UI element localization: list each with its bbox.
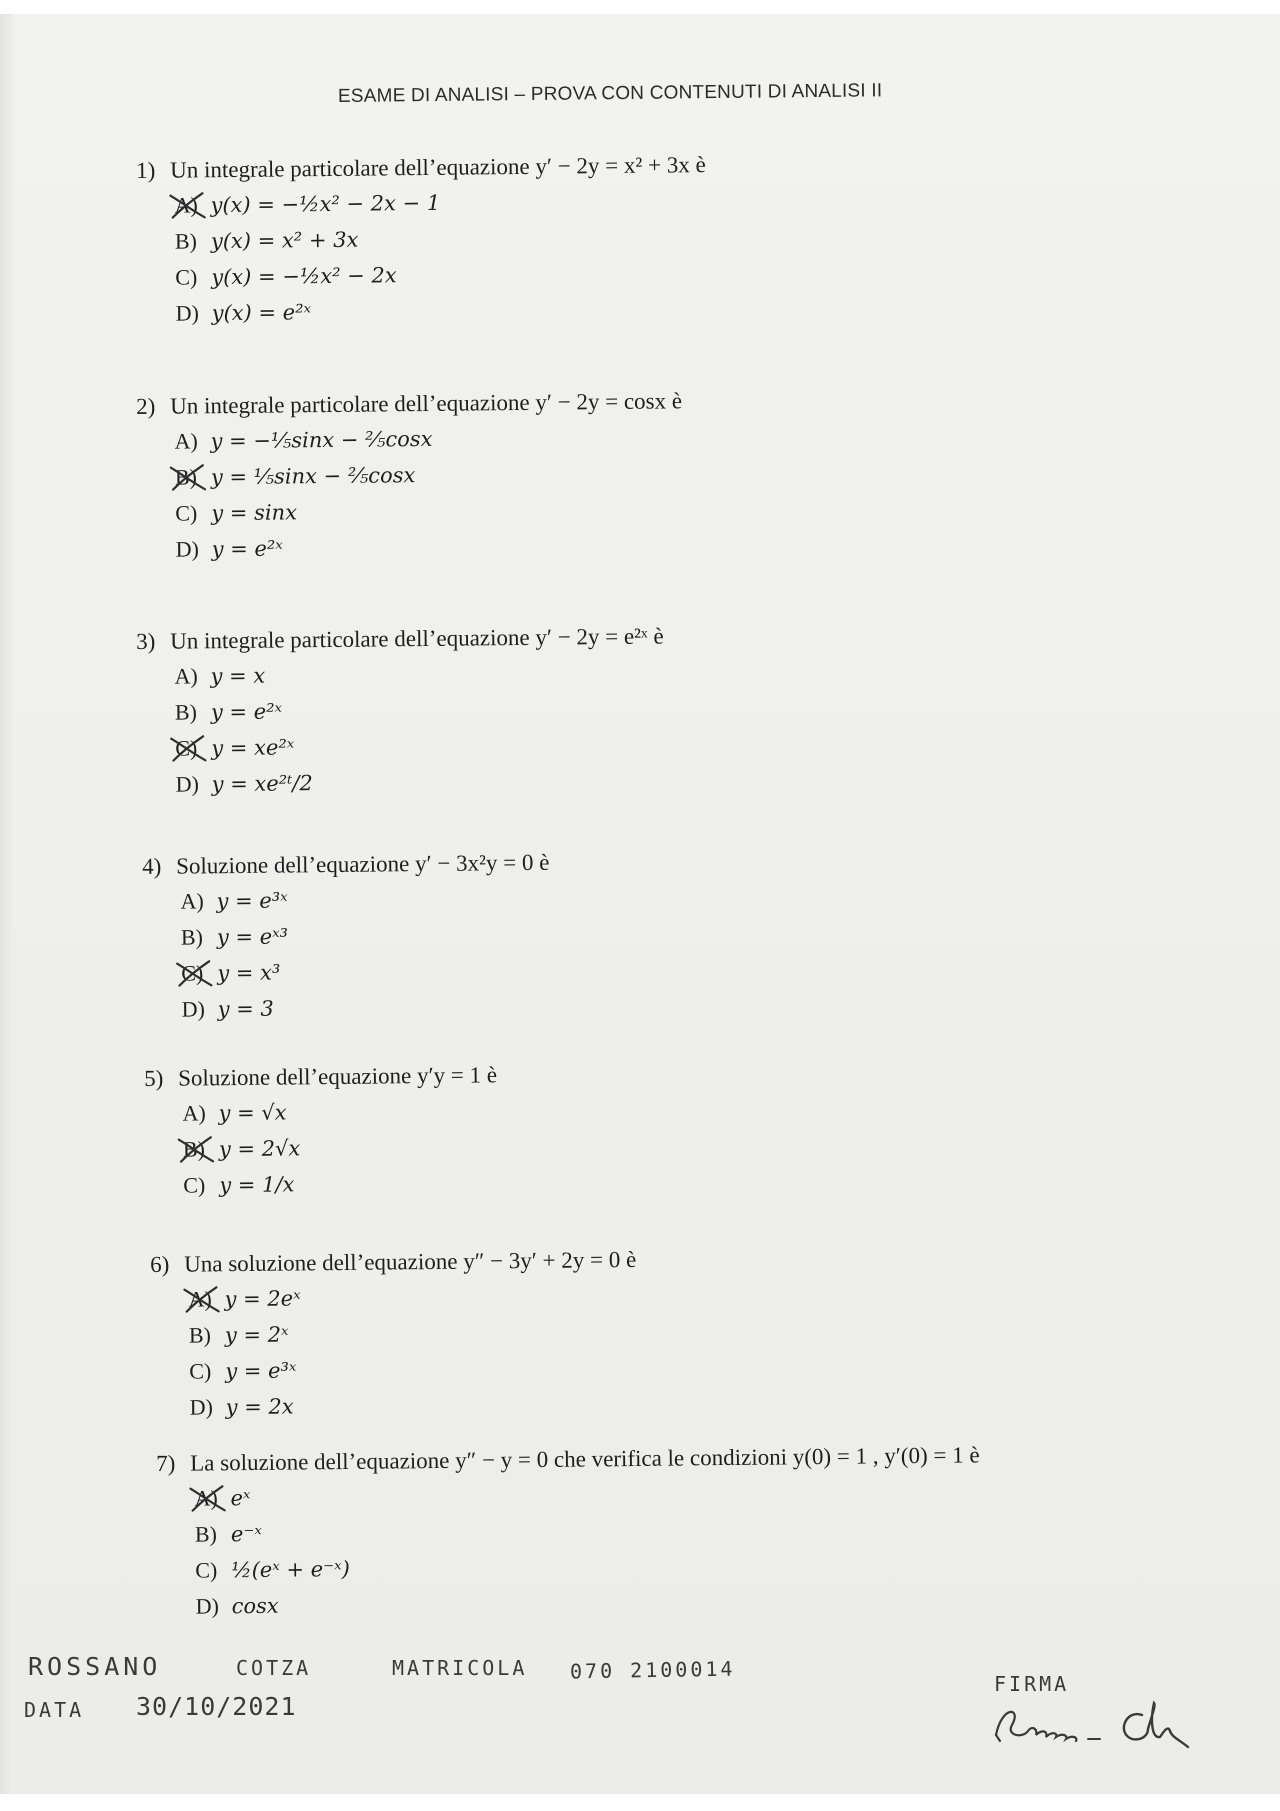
question-number: 4) <box>142 853 162 879</box>
question-number: 1) <box>136 157 156 183</box>
option-expression: y(x) = x² + 3x <box>210 227 359 254</box>
answer-option[interactable] <box>137 454 683 496</box>
option-letter: C) <box>175 500 198 526</box>
answer-option[interactable] <box>145 1164 498 1204</box>
option-letter: B) <box>194 1521 218 1547</box>
option-letter: B) <box>175 459 211 495</box>
question-statement: Una soluzione dell’equazione y″ − 3y′ + 2y = 0 è <box>184 1246 637 1277</box>
answer-cross-mark-icon <box>169 463 207 491</box>
question-text <box>136 384 682 424</box>
answer-option[interactable] <box>142 880 550 920</box>
question-number: 3) <box>136 628 156 654</box>
answer-option[interactable] <box>137 290 707 332</box>
option-letter: D) <box>195 1593 220 1619</box>
question-statement: Soluzione dell’equazione y′ − 3x²y = 0 è <box>176 849 550 879</box>
option-letter: C) <box>189 1358 212 1384</box>
question-statement: Soluzione dell’equazione y′y = 1 è <box>178 1062 498 1091</box>
option-letter: D) <box>181 996 206 1022</box>
answer-option[interactable] <box>151 1385 637 1426</box>
option-expression: cosx <box>231 1593 279 1619</box>
option-letter: C) <box>181 955 217 991</box>
question-7 <box>156 1438 981 1625</box>
option-expression: y(x) = −½x² − 2x − 1 <box>210 190 441 218</box>
answer-option[interactable] <box>137 490 683 532</box>
answer-option[interactable] <box>145 1128 498 1168</box>
option-expression: y = eˣ³ <box>216 924 289 950</box>
sheet-edge <box>0 14 14 1794</box>
answer-cross-mark-icon <box>177 1135 215 1163</box>
option-letter: D) <box>189 1394 214 1420</box>
question-number: 6) <box>150 1251 170 1277</box>
option-expression: y = √x <box>218 1100 287 1126</box>
option-expression: y = 2ˣ <box>224 1322 289 1348</box>
option-expression: y = 2√x <box>218 1136 301 1162</box>
question-3 <box>136 619 665 803</box>
option-expression: y = 2eˣ <box>224 1286 301 1312</box>
question-statement: Un integrale particolare dell’equazione y′ − 2y = cosx è <box>170 388 683 419</box>
question-statement: Un integrale particolare dell’equazione y′ − 2y = x² + 3x è <box>170 152 706 183</box>
answer-option[interactable] <box>143 952 551 992</box>
option-expression: eˣ <box>230 1486 251 1511</box>
answer-option[interactable] <box>143 988 551 1028</box>
option-expression: y = e²ˣ <box>211 536 283 562</box>
option-letter: A) <box>174 663 198 689</box>
option-letter: D) <box>175 300 200 326</box>
option-expression: y = 3 <box>217 996 274 1022</box>
answer-cross-mark-icon <box>168 191 206 219</box>
question-number: 5) <box>144 1065 164 1091</box>
question-number: 2) <box>136 393 156 419</box>
answer-option[interactable] <box>137 689 665 731</box>
option-expression: y = ⅕sinx − ⅖cosx <box>210 463 416 490</box>
question-text <box>136 619 664 659</box>
answer-option[interactable] <box>137 725 665 767</box>
date-label: DATA <box>24 1698 85 1722</box>
option-expression: y = e²ˣ <box>210 699 283 725</box>
matricola-number: 070 2100014 <box>569 1656 736 1684</box>
exam-title: ESAME DI ANALISI – PROVA CON CONTENUTI DI ANALISI II <box>337 80 883 107</box>
option-letter: B) <box>174 228 198 254</box>
answer-option[interactable] <box>136 653 664 695</box>
exam-date: 30/10/2021 <box>136 1692 297 1721</box>
signature <box>992 1695 1212 1755</box>
answer-option[interactable] <box>137 761 665 803</box>
option-expression: y(x) = e²ˣ <box>211 300 312 326</box>
answer-cross-mark-icon <box>169 734 207 762</box>
question-statement: Un integrale particolare dell’equazione y′ − 2y = e²ˣ è <box>170 623 664 654</box>
question-text <box>144 1058 497 1096</box>
answer-option[interactable] <box>150 1277 636 1318</box>
student-last-name: COTZA <box>236 1656 312 1680</box>
question-number: 7) <box>156 1450 176 1476</box>
question-statement: La soluzione dell’equazione y″ − y = 0 che verifica le condizioni y(0) = 1 , y′(0) = 1 è <box>190 1442 980 1476</box>
answer-option[interactable] <box>137 218 707 260</box>
option-letter: C) <box>195 1557 218 1583</box>
option-letter: B) <box>188 1322 212 1348</box>
answer-option[interactable] <box>151 1313 637 1354</box>
question-5 <box>144 1058 498 1204</box>
option-expression: ½(eˣ + e⁻ˣ) <box>231 1556 350 1583</box>
answer-cross-mark-icon <box>188 1484 226 1512</box>
option-letter: A) <box>182 1100 206 1126</box>
option-letter: A) <box>188 1281 224 1317</box>
question-text <box>150 1243 636 1282</box>
question-2 <box>136 384 684 568</box>
answer-cross-mark-icon <box>175 959 213 987</box>
option-letter: A) <box>180 888 204 914</box>
answer-option[interactable] <box>136 418 682 460</box>
option-expression: y = xe²ᵗ/2 <box>211 771 313 797</box>
answer-option[interactable] <box>143 916 551 956</box>
matricola-label: MATRICOLA <box>392 1656 528 1680</box>
option-letter: C) <box>175 730 211 766</box>
option-letter: A) <box>174 428 198 454</box>
firma-label: FIRMA <box>994 1672 1070 1696</box>
option-expression: y(x) = −½x² − 2x <box>211 263 397 290</box>
answer-option[interactable] <box>137 254 707 296</box>
option-letter: A) <box>174 187 210 223</box>
option-expression: e⁻ˣ <box>230 1521 263 1547</box>
option-expression: y = x³ <box>217 960 281 986</box>
question-text <box>142 846 550 884</box>
answer-cross-mark-icon <box>182 1285 220 1313</box>
answer-option[interactable] <box>136 182 706 224</box>
option-letter: A) <box>194 1480 230 1516</box>
question-1 <box>136 148 707 332</box>
option-expression: y = −⅕sinx − ⅖cosx <box>210 426 433 454</box>
option-letter: B) <box>183 1131 219 1167</box>
answer-option[interactable] <box>151 1349 637 1390</box>
question-6 <box>150 1243 638 1426</box>
student-first-name: ROSSANO <box>28 1652 162 1681</box>
option-letter: B) <box>180 924 204 950</box>
option-letter: C) <box>175 264 198 290</box>
option-expression: y = 2x <box>225 1394 294 1420</box>
option-expression: y = x <box>210 663 266 689</box>
answer-option[interactable] <box>137 526 683 568</box>
option-expression: y = e³ˣ <box>216 888 288 914</box>
option-letter: D) <box>175 771 200 797</box>
question-4 <box>142 846 551 1028</box>
option-letter: D) <box>175 536 200 562</box>
option-expression: y = 1/x <box>219 1172 295 1198</box>
option-letter: C) <box>183 1172 206 1198</box>
option-letter: B) <box>174 699 198 725</box>
option-expression: y = e³ˣ <box>225 1358 297 1384</box>
answer-option[interactable] <box>144 1092 497 1132</box>
option-expression: y = xe²ˣ <box>211 735 295 761</box>
option-expression: y = sinx <box>211 500 298 526</box>
